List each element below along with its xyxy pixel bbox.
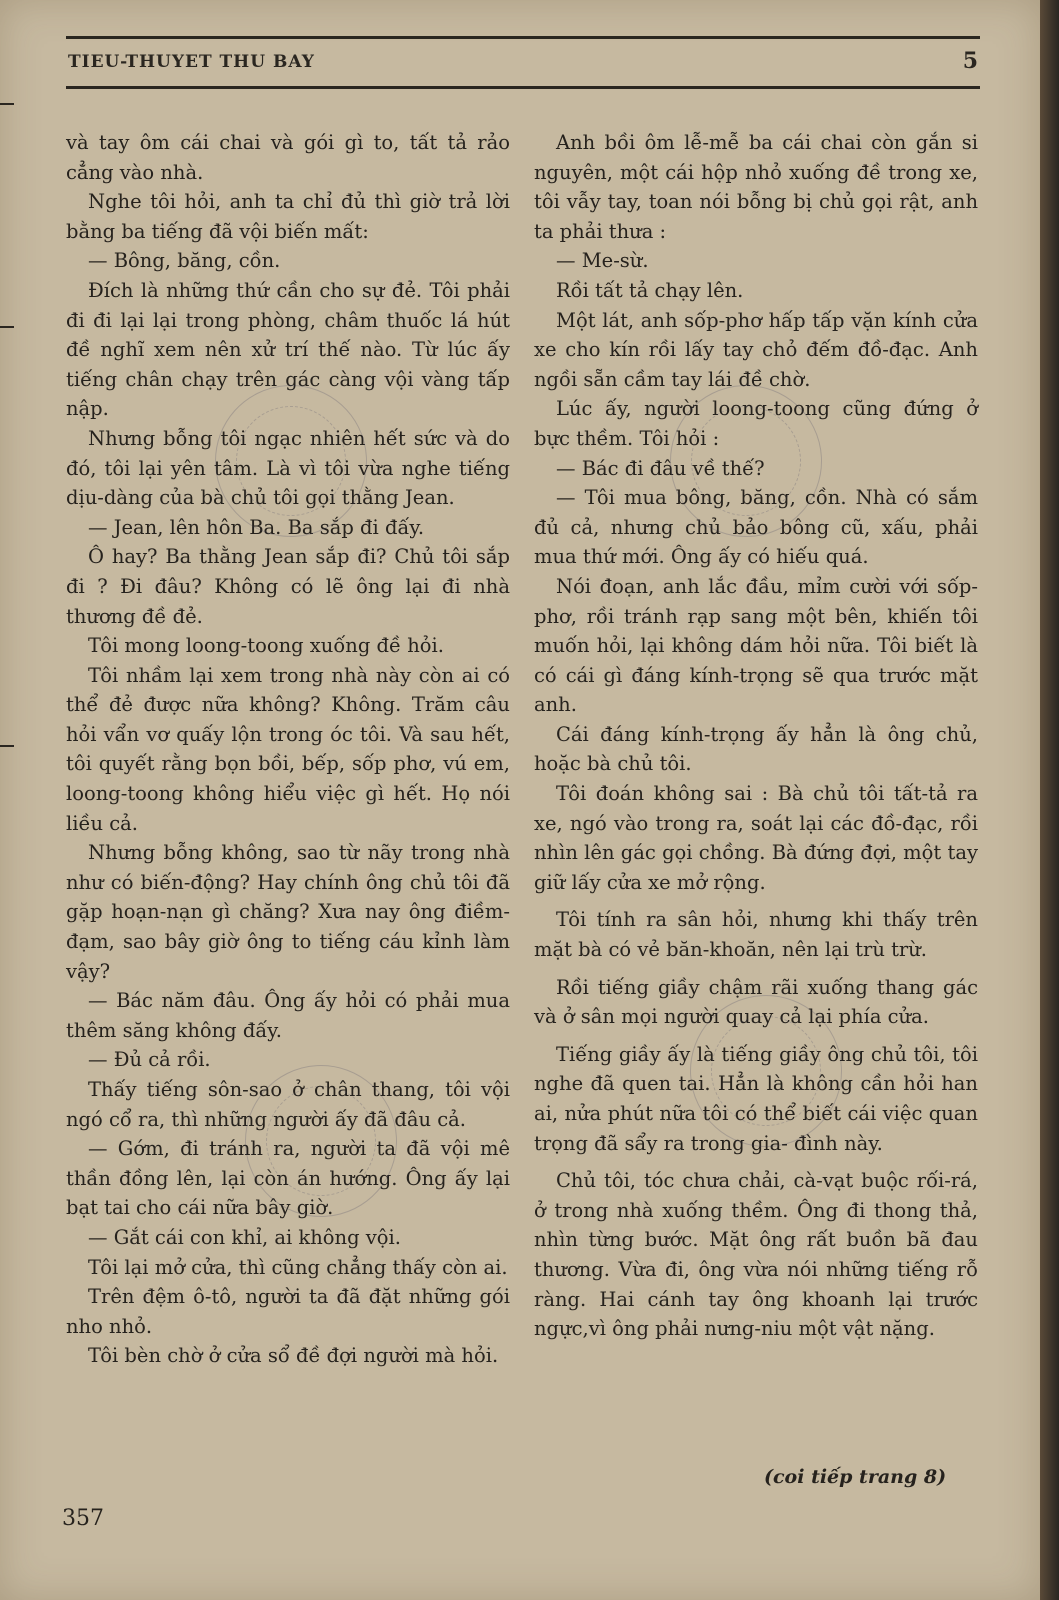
paragraph: — Me-sừ. [556, 249, 649, 273]
header-rule-top [66, 36, 980, 39]
paragraph: — Bác đi đâu về thế? [556, 456, 765, 480]
paragraph: — Gớm, đi tránh ra, người ta đã vội mê thần đồng lên, lại còn án hướng. Ông ấy lại bạt tai cho cái nữa bây giờ. [66, 1137, 510, 1220]
paragraph: Rồi tất tả chạy lên. [556, 278, 744, 302]
paragraph: — Gắt cái con khỉ, ai không vội. [88, 1225, 401, 1249]
paragraph: Nhưng bỗng tôi ngạc nhiên hết sức và do đó, tôi lại yên tâm. Là vì tôi vừa nghe tiếng dịu-dàng của bà chủ tôi gọi thằng Jean. [66, 426, 510, 510]
paragraph: Một lát, anh sốp-phơ hấp tấp vặn kính cửa xe cho kín rồi lấy tay chỏ đếm đồ-đạc. Anh ngồi sẵn cầm tay lái đề chờ. [534, 308, 978, 391]
paragraph: Tôi mong loong-toong xuống đề hỏi. [88, 634, 444, 658]
margin-tick [0, 745, 14, 747]
paragraph: — Tôi mua bông, băng, cồn. Nhà có sắm đủ cả, nhưng chủ bảo bông cũ, xấu, phải mua thứ mới. Ông ấy có hiếu quá. [534, 486, 978, 569]
paragraph: — Đủ cả rồi. [88, 1048, 211, 1072]
paragraph: Tiếng giầy ấy là tiếng giầy ông chủ tôi, tôi nghe đã quen tai. Hẳn là không cần hỏi han ai, nửa phút nữa tôi có thể biết cái việc quan trọng đã sẩy ra trong gia- đình này. [534, 1042, 978, 1155]
paragraph: Tôi đoán không sai : Bà chủ tôi tất-tả ra xe, ngó vào trong ra, soát lại các đồ-đạc, rồi nhìn lên gác gọi chồng. Bà đứng đợi, một tay giữ lấy cửa xe mở rộng. [534, 782, 978, 894]
right-column [534, 128, 978, 1344]
folio-number: 357 [62, 1506, 104, 1531]
margin-tick [0, 103, 14, 105]
paragraph: — Jean, lên hôn Ba. Ba sắp đi đấy. [88, 515, 425, 539]
header-rule-bottom [66, 86, 980, 89]
book-spine [1040, 0, 1059, 1600]
paragraph: Cái đáng kính-trọng ấy hẳn là ông chủ, hoặc bà chủ tôi. [534, 722, 978, 776]
paragraph: Tôi bèn chờ ở cửa sổ đề đợi người mà hỏi. [88, 1344, 499, 1368]
paragraph: Đích là những thứ cần cho sự đẻ. Tôi phải đi đi lại lại trong phòng, châm thuốc lá hút đề nghĩ xem nên xử trí thế nào. Từ lúc ấy tiếng chân chạy trên gác càng vội vàng tấp nập. [66, 278, 510, 421]
continuation-note: (coi tiếp trang 8) [764, 1466, 947, 1488]
paragraph: Nói đoạn, anh lắc đầu, mỉm cười với sốp-phơ, rồi tránh rạp sang một bên, khiến tôi muốn hỏi, lại không dám hỏi nữa. Tôi biết là có cái gì đáng kính-trọng sẽ qua trước mặt anh. [534, 574, 978, 717]
paragraph: — Bác năm đâu. Ông ấy hỏi có phải mua thêm săng không đấy. [66, 989, 510, 1042]
paragraph: Ô hay? Ba thằng Jean sắp đi? Chủ tôi sắp đi ? Đi đâu? Không có lẽ ông lại đi nhà thương đề đẻ. [66, 545, 510, 628]
paragraph: Chủ tôi, tóc chưa chải, cà-vạt buộc rối-rá, ở trong nhà xuống thềm. Ông đi thong thả, nhìn từng bước. Mặt ông rất buồn bã đau thương. Vừa đi, ông vừa nói những tiếng rỗ ràng. Hai cánh tay ông khoanh lại trước ngực,vì ông phải nưng-niu một vật nặng. [534, 1169, 978, 1341]
paragraph: Nhưng bỗng không, sao từ nãy trong nhà như có biến-động? Hay chính ông chủ tôi đã gặp hoạn-nạn gì chăng? Xưa nay ông điềm-đạm, sao bây giờ ông to tiếng cáu kỉnh làm vậy? [66, 841, 510, 983]
paragraph: Tôi nhầm lại xem trong nhà này còn ai có thể đẻ được nữa không? Không. Trăm câu hỏi vẩn vơ quấy lộn trong óc tôi. Và sau hết, tôi quyết rằng bọn bồi, bếp, sốp phơ, vú em, loong-toong không hiểu việc gì hết. Họ nói liều cả. [66, 663, 510, 835]
paragraph: Rồi tiếng giầy chậm rãi xuống thang gác và ở sân mọi người quay cả lại phía cửa. [534, 975, 978, 1029]
magazine-title: TIEU-THUYET THU BAY [68, 52, 315, 72]
page-number: 5 [962, 48, 978, 74]
paragraph: Anh bồi ôm lễ-mễ ba cái chai còn gắn si nguyên, một cái hộp nhỏ xuống đề trong xe, tôi vẫy tay, toan nói bỗng bị chủ gọi rật, anh ta phải thưa : [534, 131, 978, 243]
paragraph: — Bông, băng, cồn. [88, 249, 281, 273]
margin-tick [0, 326, 14, 328]
paragraph: và tay ôm cái chai và gói gì to, tất tả rảo cẳng vào nhà. [66, 131, 510, 184]
paragraph: Nghe tôi hỏi, anh ta chỉ đủ thì giờ trả lời bằng ba tiếng đã vội biến mất: [66, 190, 510, 243]
paragraph: Trên đệm ô-tô, người ta đã đặt những gói nho nhỏ. [66, 1285, 510, 1338]
paragraph: Lúc ấy, người loong-toong cũng đứng ở bực thềm. Tôi hỏi : [534, 397, 978, 450]
paragraph: Tôi lại mở cửa, thì cũng chẳng thấy còn ai. [88, 1255, 508, 1279]
paragraph: Thấy tiếng sôn-sao ở chân thang, tôi vội ngó cổ ra, thì những người ấy đã đâu cả. [66, 1078, 510, 1131]
paragraph: Tôi tính ra sân hỏi, nhưng khi thấy trên mặt bà có vẻ băn-khoăn, nên lại trù trừ. [534, 908, 978, 962]
running-header [66, 36, 980, 92]
